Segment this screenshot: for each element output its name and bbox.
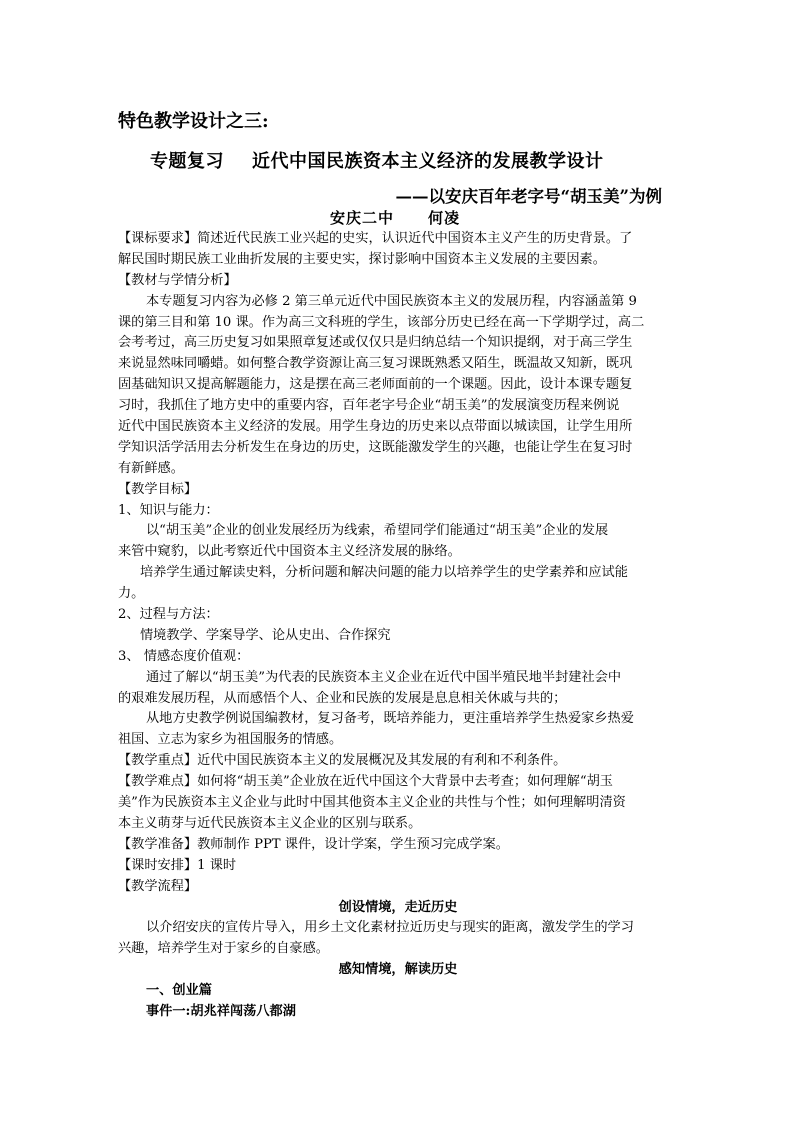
author-line — [330, 207, 460, 228]
text-line: 2、过程与方法： — [118, 607, 219, 623]
text-line: 以介绍安庆的宣传片导入，用乡土文化素材拉近历史与现实的距离，激发学生的学习 — [146, 920, 634, 936]
heading-materials: 【教材与学情分析】 — [118, 272, 237, 288]
section-heading-create: 创设情境，走近历史 — [338, 899, 458, 915]
text-line: 从地方史教学例说国编教材，复习备考，既培养能力，更注重培养学生热爱家乡热爱 — [146, 711, 634, 727]
text-line: 通过了解以“胡玉美”为代表的民族资本主义企业在近代中国半殖民地半封建社会中 — [146, 669, 622, 685]
subtitle: ——以安庆百年老字号“胡玉美”为例 — [395, 187, 662, 206]
heading-process: 【教学流程】 — [118, 878, 198, 894]
text-line: 【课标要求】简述近代民族工业兴起的史实，认识近代中国资本主义产生的历史背景。了 — [118, 231, 633, 246]
text-line: 力。 — [118, 586, 145, 602]
subsection-heading: 一、创业篇 — [146, 983, 212, 999]
text-line: 的艰难发展历程，从而感悟个人、企业和民族的发展是息息相关休戚与共的； — [118, 690, 567, 706]
text-line: 【教学准备】教师制作 PPT 课件，设计学案，学生预习完成学案。 — [118, 836, 509, 852]
text-line: 固基础知识又提高解题能力，这是摆在高三老师面前的一个课题。因此，设计本课专题复 — [118, 377, 633, 393]
author-name: 何凌 — [428, 209, 461, 227]
text-line: 美”作为民族资本主义企业与此时中国其他资本主义企业的共性与个性；如何理解明清资 — [118, 795, 626, 811]
text-line: 本专题复习内容为必修 2 第三单元近代中国民族资本主义的发展历程，内容涵盖第 9 — [146, 293, 637, 309]
text-line: 【课时安排】1 课时 — [118, 857, 237, 873]
text-line: 情境教学、学案导学、论从史出、合作探究 — [140, 627, 391, 643]
text-line: 有新鲜感。 — [118, 460, 184, 476]
text-line: 学知识活学活用去分析发生在身边的历史，这既能激发学生的兴趣，也能让学生在复习时 — [118, 439, 633, 455]
text-line: 以“胡玉美”企业的创业发展经历为线索，希望同学们能通过“胡玉美”企业的发展 — [146, 523, 609, 539]
text-line: 解民国时期民族工业曲折发展的主要史实，探讨影响中国资本主义发展的主要因素。 — [118, 251, 606, 267]
text-line: 来说显然味同嚼蜡。如何整合教学资源让高三复习课既熟悉又陌生，既温故又知新，既巩 — [118, 356, 633, 372]
text-line: 祖国、立志为家乡为祖国服务的情感。 — [118, 732, 343, 748]
main-title-part2: 近代中国民族资本主义经济的发展教学设计 — [252, 151, 604, 172]
section-heading-perceive: 感知情境，解读历史 — [338, 962, 458, 978]
text-line: 【教学难点】如何将“胡玉美”企业放在近代中国这个大背景中去考查；如何理解“胡玉 — [118, 774, 613, 790]
main-title — [150, 147, 604, 173]
text-line: 培养学生通过解读史料，分析问题和解决问题的能力以培养学生的史学素养和应试能 — [140, 565, 628, 581]
main-title-part1: 专题复习 — [150, 151, 224, 172]
text-line: 【教学重点】近代中国民族资本主义的发展概况及其发展的有利和不利条件。 — [118, 753, 567, 769]
document-body — [118, 229, 678, 1023]
section-title: 特色教学设计之三: — [118, 111, 269, 132]
text-line: 3、 情感态度价值观： — [118, 648, 250, 664]
text-line: 来管中窥豹，以此考察近代中国资本主义经济发展的脉络。 — [118, 544, 461, 560]
text-line: 本主义萌芽与近代民族资本主义企业的区别与联系。 — [118, 815, 422, 831]
text-line: 习时，我抓住了地方史中的重要内容，百年老字号企业“胡玉美”的发展演变历程来例说 — [118, 398, 620, 414]
heading-objectives: 【教学目标】 — [118, 481, 198, 497]
text-line: 兴趣，培养学生对于家乡的自豪感。 — [118, 941, 329, 957]
event-heading: 事件一:胡兆祥闯荡八都湖 — [146, 1003, 296, 1019]
text-line: 1、知识与能力： — [118, 502, 219, 518]
text-line: 近代中国民族资本主义经济的发展。用学生身边的历史来以点带面以城读国，让学生用所 — [118, 419, 633, 435]
text-line: 课的第三目和第 10 课。作为高三文科班的学生，该部分历史已经在高一下学期学过，高二 — [118, 314, 645, 330]
text-line: 会考考过，高三历史复习如果照章复述或仅仅只是归纳总结一个知识提纲，对于高三学生 — [118, 335, 633, 351]
author-school: 安庆二中 — [330, 209, 395, 227]
